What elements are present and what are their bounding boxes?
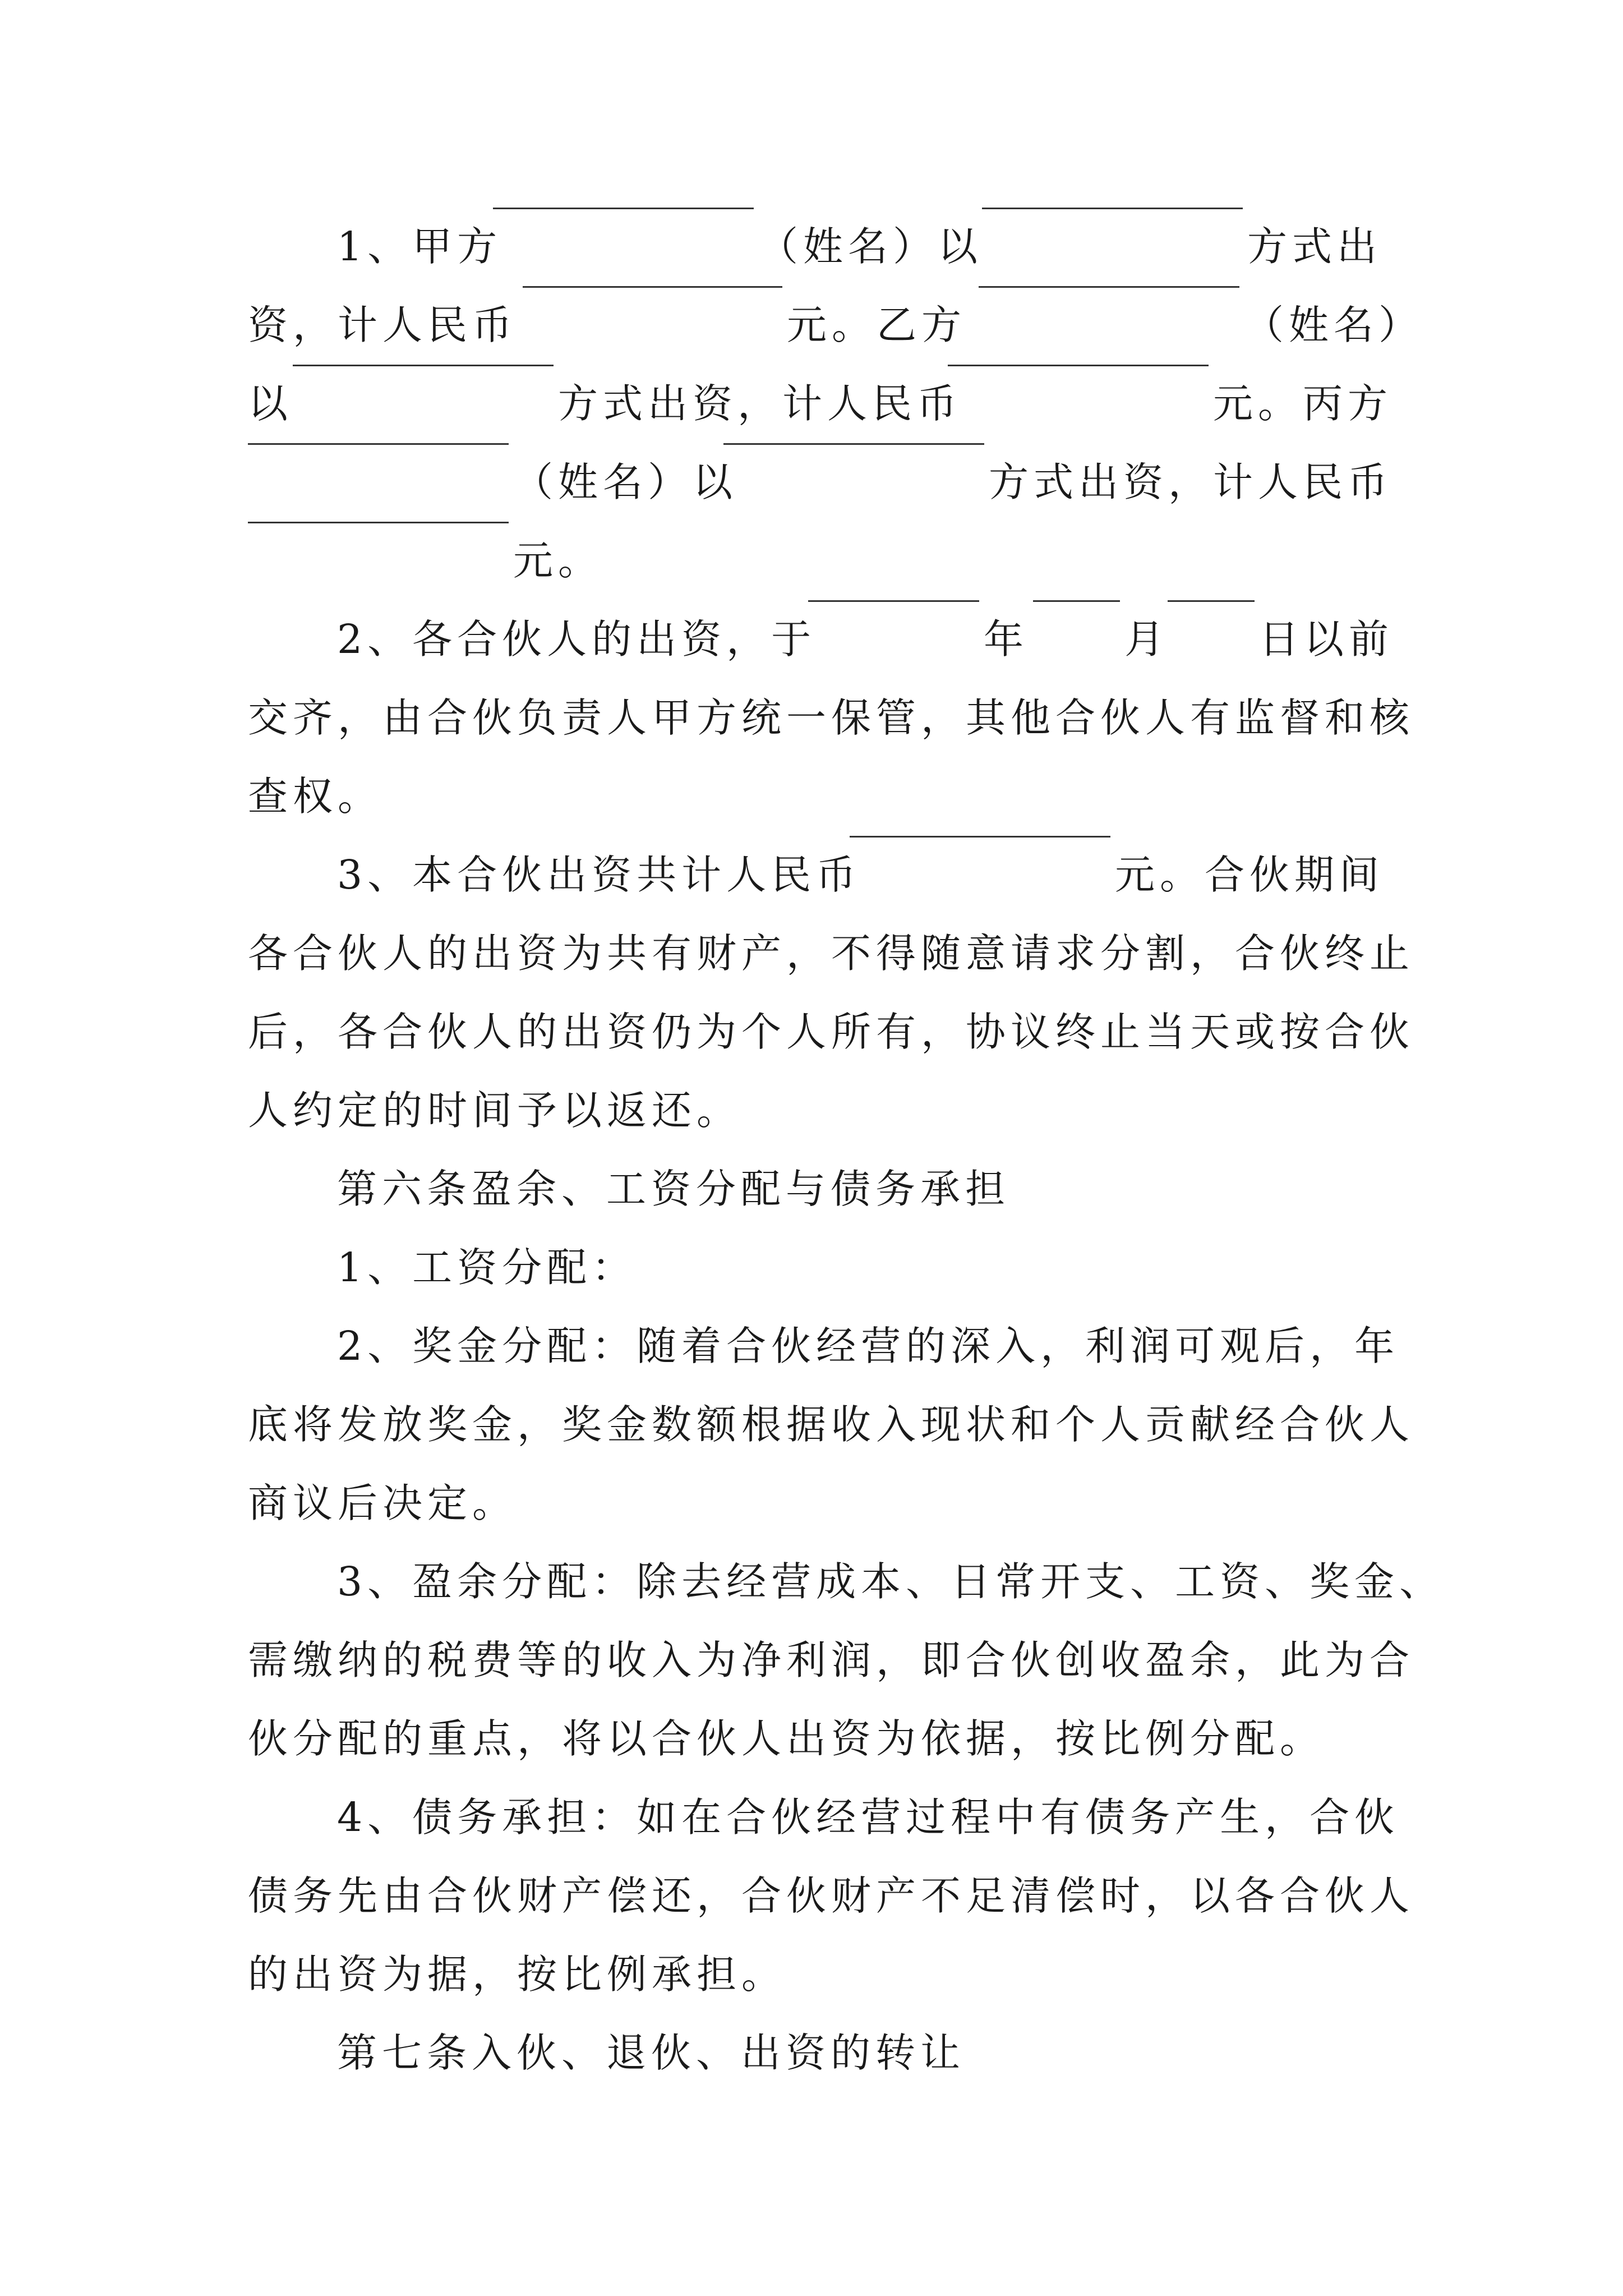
text-segment: 元。合伙期间 bbox=[1115, 852, 1385, 898]
text-line bbox=[0, 286, 1623, 365]
text-segment: 元。乙方 bbox=[787, 302, 967, 348]
text-segment: 伙分配的重点，将以合伙人出资为依据，按比例分配。 bbox=[248, 1715, 1325, 1762]
text-segment: 底将发放奖金，奖金数额根据收入现状和个人贡献经合伙人 bbox=[248, 1401, 1415, 1448]
fill-in-blank[interactable] bbox=[523, 286, 782, 288]
article-heading bbox=[0, 2014, 1623, 2092]
text-segment: 资，计人民币 bbox=[248, 302, 518, 348]
text-segment: 查权。 bbox=[248, 773, 383, 820]
text-line bbox=[0, 1307, 1623, 1386]
fill-in-blank[interactable] bbox=[248, 522, 509, 523]
text-line bbox=[0, 679, 1623, 757]
text-segment: 方式出 bbox=[1247, 223, 1382, 270]
text-segment: 3、盈余分配：除去经营成本、日常开支、工资、奖金、 bbox=[337, 1558, 1445, 1605]
text-segment: 日以前 bbox=[1259, 616, 1394, 662]
fill-in-blank[interactable] bbox=[808, 600, 979, 602]
text-segment: 元。丙方 bbox=[1213, 380, 1393, 427]
fill-in-blank[interactable] bbox=[1168, 600, 1255, 602]
text-line bbox=[0, 443, 1623, 522]
text-line bbox=[0, 836, 1623, 914]
text-segment: （姓名） bbox=[1244, 302, 1424, 348]
text-segment: 人约定的时间予以返还。 bbox=[248, 1087, 742, 1134]
article-heading bbox=[0, 1150, 1623, 1228]
text-line bbox=[0, 1621, 1623, 1700]
text-segment: 以 bbox=[248, 380, 293, 427]
text-segment: 第七条入伙、退伙、出资的转让 bbox=[337, 2030, 966, 2076]
text-line bbox=[0, 1935, 1623, 2014]
text-segment: 的出资为据，按比例承担。 bbox=[248, 1951, 787, 1998]
text-segment: 方式出资，计人民币 bbox=[989, 459, 1393, 505]
fill-in-blank[interactable] bbox=[293, 365, 554, 366]
text-line bbox=[0, 365, 1623, 443]
text-segment: 年 bbox=[984, 616, 1029, 662]
fill-in-blank[interactable] bbox=[1033, 600, 1120, 602]
text-line bbox=[0, 1543, 1623, 1621]
text-segment: 3、本合伙出资共计人民币 bbox=[337, 852, 861, 898]
text-line bbox=[0, 1386, 1623, 1464]
text-line bbox=[0, 522, 1623, 600]
text-segment: 债务先由合伙财产偿还，合伙财产不足清偿时，以各合伙人 bbox=[248, 1872, 1415, 1919]
text-segment: 方式出资，计人民币 bbox=[558, 380, 962, 427]
text-segment: 元。 bbox=[513, 537, 603, 584]
text-segment: 商议后决定。 bbox=[248, 1480, 518, 1526]
fill-in-blank[interactable] bbox=[948, 365, 1209, 366]
text-line bbox=[0, 1071, 1623, 1150]
text-line bbox=[0, 1857, 1623, 1935]
text-line bbox=[0, 757, 1623, 836]
text-segment: 交齐，由合伙负责人甲方统一保管，其他合伙人有监督和核 bbox=[248, 694, 1415, 741]
text-segment: 2、各合伙人的出资，于 bbox=[337, 616, 817, 662]
text-segment: 2、奖金分配：随着合伙经营的深入，利润可观后，年 bbox=[337, 1323, 1400, 1369]
fill-in-blank[interactable] bbox=[850, 836, 1110, 838]
text-line bbox=[0, 208, 1623, 286]
text-line bbox=[0, 993, 1623, 1071]
fill-in-blank[interactable] bbox=[248, 443, 509, 445]
text-line bbox=[0, 600, 1623, 679]
text-segment: 月 bbox=[1124, 616, 1170, 662]
text-segment: 1、甲方 bbox=[337, 223, 502, 270]
fill-in-blank[interactable] bbox=[723, 443, 984, 445]
text-segment: （姓名）以 bbox=[513, 459, 738, 505]
text-line bbox=[0, 1700, 1623, 1778]
fill-in-blank[interactable] bbox=[493, 208, 754, 209]
fill-in-blank[interactable] bbox=[979, 286, 1239, 288]
text-line bbox=[0, 1778, 1623, 1857]
text-segment: （姓名）以 bbox=[758, 223, 983, 270]
text-line bbox=[0, 914, 1623, 993]
text-segment: 1、工资分配： bbox=[337, 1244, 637, 1291]
text-segment: 需缴纳的税费等的收入为净利润，即合伙创收盈余，此为合 bbox=[248, 1637, 1415, 1683]
text-line bbox=[0, 1464, 1623, 1543]
text-segment: 后，各合伙人的出资仍为个人所有，协议终止当天或按合伙 bbox=[248, 1009, 1415, 1055]
text-segment: 各合伙人的出资为共有财产，不得随意请求分割，合伙终止 bbox=[248, 930, 1415, 977]
text-segment: 第六条盈余、工资分配与债务承担 bbox=[337, 1166, 1011, 1212]
text-segment: 4、债务承担：如在合伙经营过程中有债务产生，合伙 bbox=[337, 1794, 1400, 1841]
fill-in-blank[interactable] bbox=[982, 208, 1243, 209]
text-line bbox=[0, 1228, 1623, 1307]
